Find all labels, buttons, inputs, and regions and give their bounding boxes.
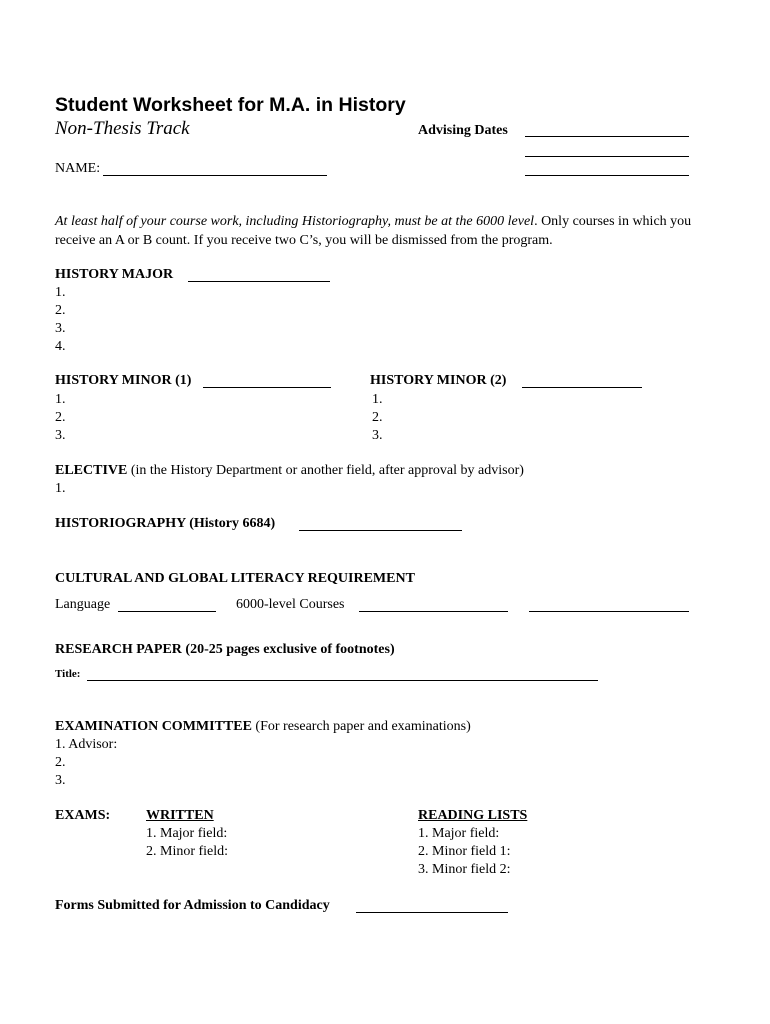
- historiography-label: HISTORIOGRAPHY (History 6684): [55, 516, 276, 531]
- name-label: NAME:: [55, 161, 101, 176]
- history-major-line[interactable]: [188, 281, 330, 282]
- minor1-item-2: 2.: [55, 410, 66, 425]
- forms-submitted-label: Forms Submitted for Admission to Candidacy: [55, 898, 330, 913]
- intro-italic: At least half of your course work, including Historiography, must be at the 6000 level: [55, 214, 535, 229]
- name-field-line[interactable]: [103, 175, 327, 176]
- intro-rest: . Only courses in which you receive an A or B count. If you receive two C’s, you will be dismissed from the program.: [55, 214, 692, 248]
- reading-item-2: 2. Minor field 1:: [418, 844, 511, 859]
- advising-date-line-1[interactable]: [525, 136, 689, 137]
- committee-line: [55, 719, 471, 735]
- research-title-label: Title:: [55, 668, 81, 680]
- reading-lists-label: READING LISTS: [418, 808, 528, 823]
- history-minor-2-label: HISTORY MINOR (2): [370, 373, 507, 388]
- historiography-line[interactable]: [299, 530, 462, 531]
- minor1-item-1: 1.: [55, 392, 66, 407]
- major-item-3: 3.: [55, 321, 66, 336]
- elective-note: (in the History Department or another field, after approval by advisor): [127, 463, 524, 478]
- committee-item-1: 1. Advisor:: [55, 737, 118, 752]
- language-label: Language: [55, 597, 111, 612]
- cultural-literacy-label: CULTURAL AND GLOBAL LITERACY REQUIREMENT: [55, 571, 415, 586]
- exams-label: EXAMS:: [55, 808, 111, 823]
- research-paper-label: RESEARCH PAPER (20-25 pages exclusive of footnotes): [55, 642, 395, 657]
- minor1-item-3: 3.: [55, 428, 66, 443]
- major-item-2: 2.: [55, 303, 66, 318]
- minor2-item-1: 1.: [372, 392, 383, 407]
- minor2-item-2: 2.: [372, 410, 383, 425]
- committee-item-2: 2.: [55, 755, 66, 770]
- written-item-1: 1. Major field:: [146, 826, 228, 841]
- written-label: WRITTEN: [146, 808, 214, 823]
- language-line[interactable]: [118, 611, 216, 612]
- reading-item-3: 3. Minor field 2:: [418, 862, 511, 877]
- elective-line: [55, 463, 524, 479]
- advising-dates-label: Advising Dates: [418, 123, 508, 138]
- forms-submitted-line[interactable]: [356, 912, 508, 913]
- elective-label: ELECTIVE: [55, 463, 128, 478]
- intro-paragraph: [55, 212, 715, 250]
- courses-label: 6000-level Courses: [236, 597, 345, 612]
- history-minor-1-line[interactable]: [203, 387, 331, 388]
- major-item-4: 4.: [55, 339, 66, 354]
- major-item-1: 1.: [55, 285, 66, 300]
- research-title-line[interactable]: [87, 680, 598, 681]
- page-subtitle: Non-Thesis Track: [55, 118, 190, 139]
- course-line-1[interactable]: [359, 611, 508, 612]
- page-title: Student Worksheet for M.A. in History: [55, 94, 406, 116]
- history-minor-1-label: HISTORY MINOR (1): [55, 373, 192, 388]
- committee-note: (For research paper and examinations): [251, 719, 471, 734]
- history-minor-2-line[interactable]: [522, 387, 642, 388]
- course-line-2[interactable]: [529, 611, 689, 612]
- elective-item-1: 1.: [55, 481, 66, 496]
- history-major-label: HISTORY MAJOR: [55, 267, 174, 282]
- written-item-2: 2. Minor field:: [146, 844, 229, 859]
- minor2-item-3: 3.: [372, 428, 383, 443]
- advising-date-line-2[interactable]: [525, 156, 689, 157]
- reading-item-1: 1. Major field:: [418, 826, 500, 841]
- committee-item-3: 3.: [55, 773, 66, 788]
- committee-label: EXAMINATION COMMITTEE: [55, 719, 252, 734]
- advising-date-line-3[interactable]: [525, 175, 689, 176]
